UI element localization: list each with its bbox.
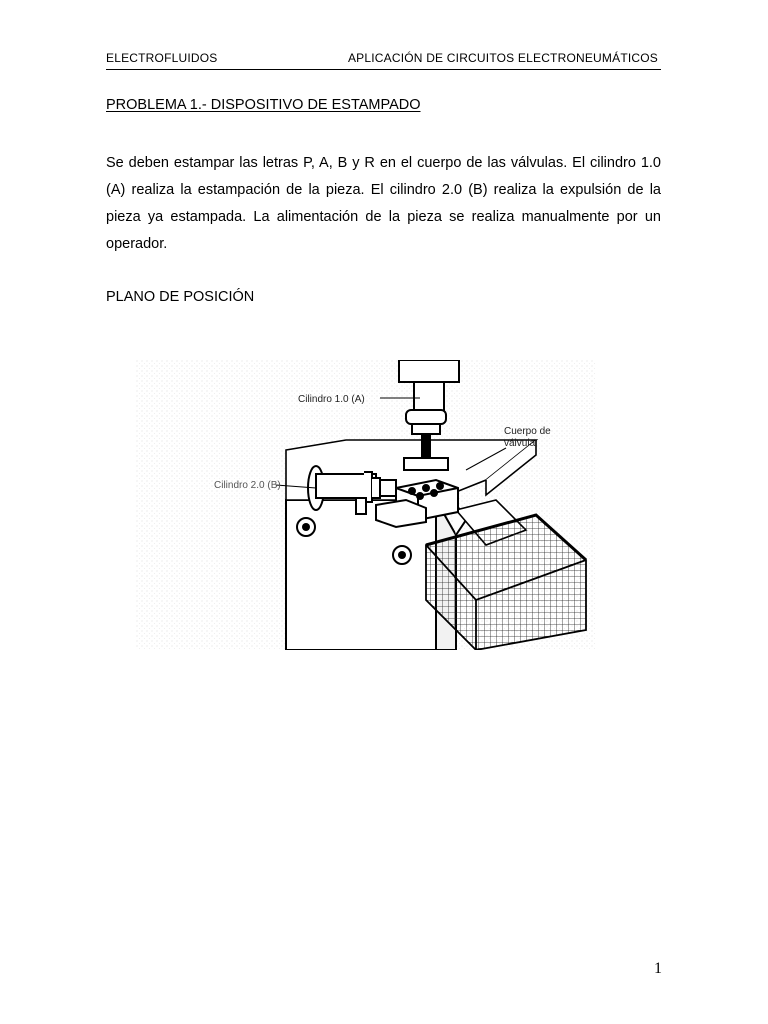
problem-title: PROBLEMA 1.- DISPOSITIVO DE ESTAMPADO — [106, 97, 421, 113]
label-valve-body-2: válvula — [504, 438, 536, 449]
page-number: 1 — [654, 960, 662, 977]
header-left: ELECTROFLUIDOS — [106, 51, 218, 65]
position-plan-figure — [136, 360, 596, 650]
label-cylinder-1: Cilindro 1.0 (A) — [298, 394, 365, 405]
section-subheading: PLANO DE POSICIÓN — [106, 289, 255, 305]
header-rule — [106, 69, 661, 70]
label-valve-body-1: Cuerpo de — [504, 426, 551, 437]
label-cylinder-2: Cilindro 2.0 (B) — [214, 480, 281, 491]
header-right: APLICACIÓN DE CIRCUITOS ELECTRONEUMÁTICOS — [347, 51, 658, 65]
problem-description: Se deben estampar las letras P, A, B y R en el cuerpo de las válvulas. El cilindro 1.0 (A) realiza la estampación de la pieza. El cilindro 2.0 (B) realiza la expulsión de la pieza ya estampada. La alimentación de la pieza se realiza manualmente por un operador. — [106, 155, 661, 252]
